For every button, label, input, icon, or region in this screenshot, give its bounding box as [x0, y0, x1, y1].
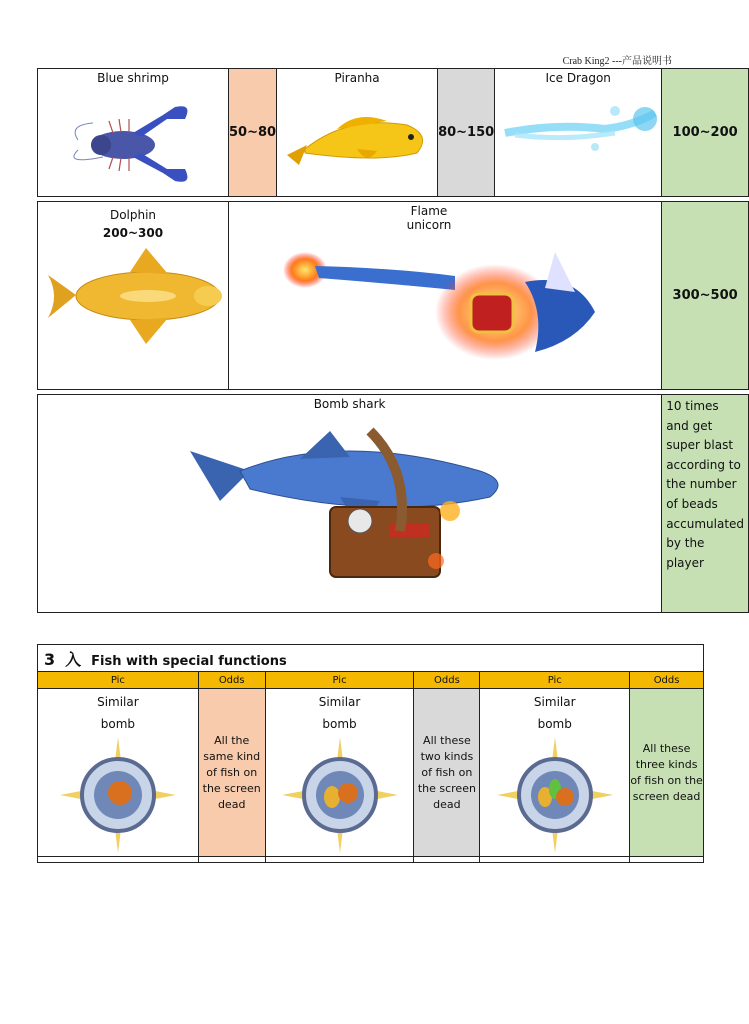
similar-bomb-1-cell [38, 689, 199, 857]
similar-bomb-1-name: Similar bomb [97, 695, 139, 731]
similar-bomb-3-cell [480, 689, 630, 857]
col-header-pic-2: Pic [265, 672, 414, 689]
similar-bomb-3-odds: All these three kinds of fish on the screen dead [630, 689, 704, 857]
piranha-name: Piranha [334, 71, 380, 85]
dolphin-odds: 200~300 [102, 226, 164, 240]
col-header-odds-2: Odds [414, 672, 480, 689]
piranha-odds: 80~150 [438, 69, 495, 197]
cell-flame-unicorn [229, 202, 662, 390]
blue-shrimp-name: Blue shrimp [97, 71, 169, 85]
piranha-image [277, 85, 437, 185]
similar-bomb-2-cell [265, 689, 414, 857]
similar-bomb-1-image [58, 735, 178, 855]
cell-blue-shrimp [38, 69, 229, 197]
similar-bomb-2-name: Similar bomb [318, 695, 361, 731]
ice-dragon-odds: 100~200 [662, 69, 749, 197]
col-header-pic-1: Pic [38, 672, 199, 689]
col-header-odds-3: Odds [630, 672, 704, 689]
col-header-odds-1: Odds [198, 672, 265, 689]
similar-bomb-3-name: Similar bomb [533, 695, 576, 731]
header-note: Crab King2 ---产品说明书 [562, 56, 672, 67]
bomb-shark-description: 10 times and get super blast according to the number of beads accumulated by the player [662, 395, 749, 613]
cell-piranha [277, 69, 438, 197]
dolphin-name: Dolphin [109, 208, 157, 222]
flame-unicorn-image [275, 232, 615, 382]
dolphin-image [38, 240, 228, 350]
similar-bomb-2-odds: All these two kinds of fish on the screen dead [414, 689, 480, 857]
flame-unicorn-odds: 300~500 [662, 202, 749, 390]
similar-bomb-2-image [280, 735, 400, 855]
section-number: 3 [44, 649, 56, 669]
bomb-shark-image [180, 411, 520, 601]
bomb-shark-name: Bomb shark [313, 397, 386, 411]
section-title [38, 645, 704, 672]
cell-bomb-shark [38, 395, 662, 613]
flame-unicorn-name: Flame unicorn [406, 204, 452, 232]
special-functions-table [37, 644, 704, 863]
ice-dragon-image [495, 85, 661, 185]
fish-odds-table [37, 68, 749, 613]
blue-shrimp-image [63, 85, 203, 185]
ice-dragon-name: Ice Dragon [545, 71, 611, 85]
blue-shrimp-odds: 50~80 [229, 69, 277, 197]
section-number-suffix: ⼊ [65, 649, 82, 669]
cell-dolphin [38, 202, 229, 390]
similar-bomb-3-image [495, 735, 615, 855]
similar-bomb-1-odds: All the same kind of fish on the screen dead [198, 689, 265, 857]
col-header-pic-3: Pic [480, 672, 630, 689]
section-title-text: Fish with special functions [91, 653, 287, 669]
cell-ice-dragon [495, 69, 662, 197]
